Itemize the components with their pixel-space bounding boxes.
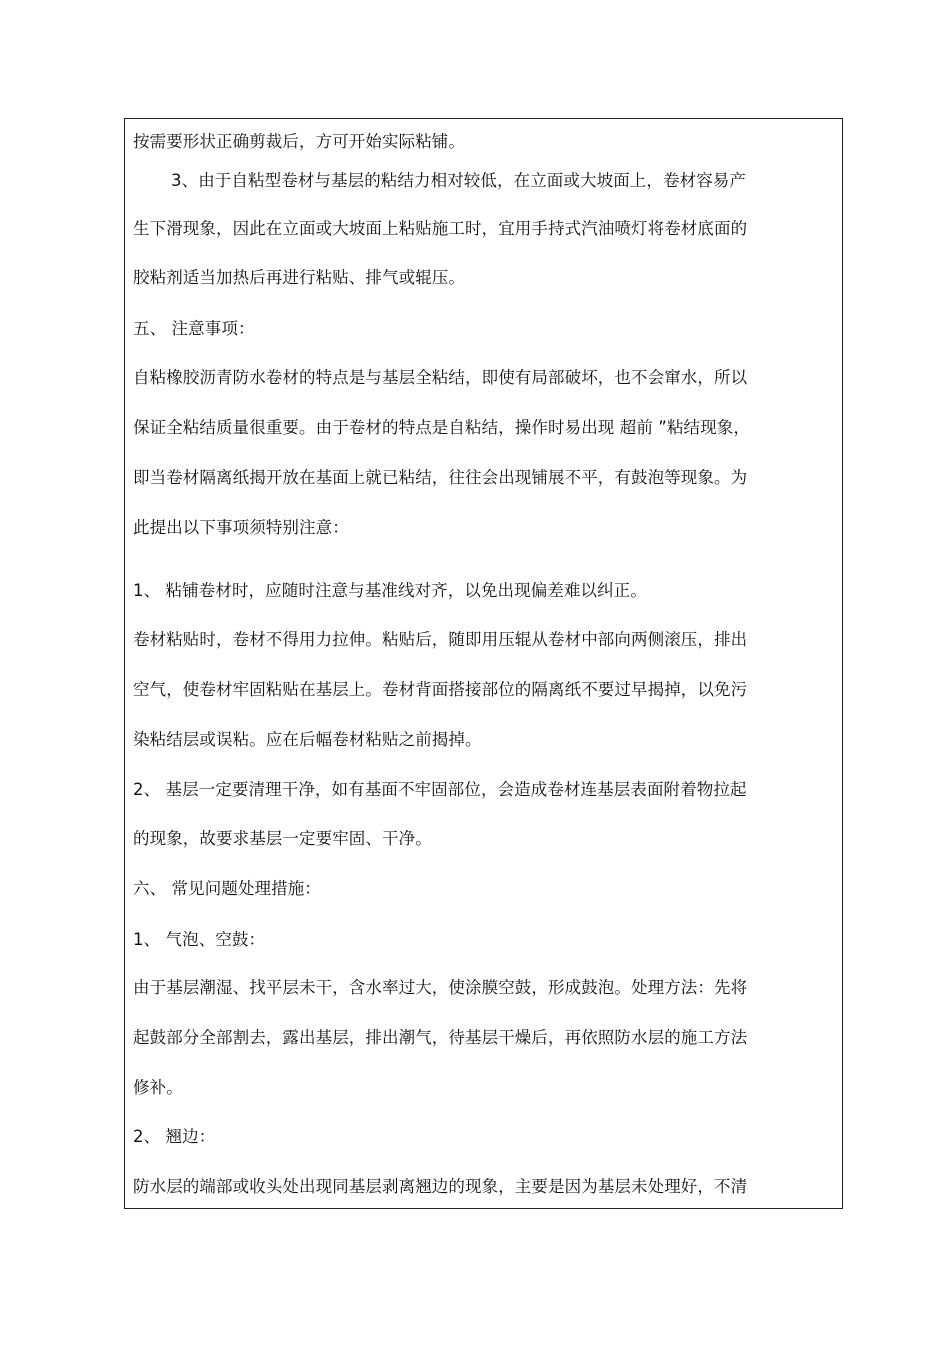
text-line: 按需要形状正确剪裁后，方可开始实际粘铺。	[133, 132, 465, 151]
section-heading: 六、 常见问题处理措施：	[133, 879, 321, 898]
section-heading: 五、 注意事项：	[133, 319, 255, 338]
list-item: 1、 粘铺卷材时，应随时注意与基准线对齐，以免出现偏差难以纠正。	[133, 581, 647, 600]
text-line: 胶粘剂适当加热后再进行粘贴、排气或辊压。	[133, 268, 465, 287]
text-line: 即当卷材隔离纸揭开放在基面上就已粘结，往往会出现铺展不平，有鼓泡等现象。为	[133, 468, 748, 487]
text-line: 空气，使卷材牢固粘贴在基层上。卷材背面搭接部位的隔离纸不要过早揭掉，以免污	[133, 680, 748, 699]
text-line: 修补。	[133, 1078, 183, 1097]
text-line: 起鼓部分全部割去，露出基层，排出潮气，待基层干燥后，再依照防水层的施工方法	[133, 1028, 748, 1047]
list-item: 2、 基层一定要清理干净，如有基面不牢固部位，会造成卷材连基层表面附着物拉起	[133, 780, 747, 799]
text-line: 3、由于自粘型卷材与基层的粘结力相对较低，在立面或大坡面上，卷材容易产	[171, 171, 746, 190]
text-line: 生下滑现象，因此在立面或大坡面上粘贴施工时，宜用手持式汽油喷灯将卷材底面的	[133, 219, 748, 238]
text-line: 由于基层潮湿、找平层未干，含水率过大，使涂膜空鼓，形成鼓泡。处理方法：先将	[133, 978, 748, 997]
text-line: 保证全粘结质量很重要。由于卷材的特点是自粘结，操作时易出现 超前 ”粘结现象，	[133, 418, 750, 437]
document-frame	[124, 118, 843, 1209]
text-line: 卷材粘贴时，卷材不得用力拉伸。粘贴后，随即用压辊从卷材中部向两侧滚压，排出	[133, 630, 748, 649]
text-line: 防水层的端部或收头处出现同基层剥离翘边的现象，主要是因为基层未处理好，不清	[133, 1177, 748, 1196]
text-line: 自粘橡胶沥青防水卷材的特点是与基层全粘结，即使有局部破坏，也不会窜水，所以	[133, 368, 748, 387]
text-line: 的现象，故要求基层一定要牢固、干净。	[133, 829, 432, 848]
text-line: 染粘结层或误粘。应在后幅卷材粘贴之前揭掉。	[133, 730, 482, 749]
text-line: 此提出以下事项须特别注意：	[133, 518, 349, 537]
list-item: 2、 翘边：	[133, 1127, 216, 1146]
list-item: 1、 气泡、空鼓：	[133, 930, 266, 949]
